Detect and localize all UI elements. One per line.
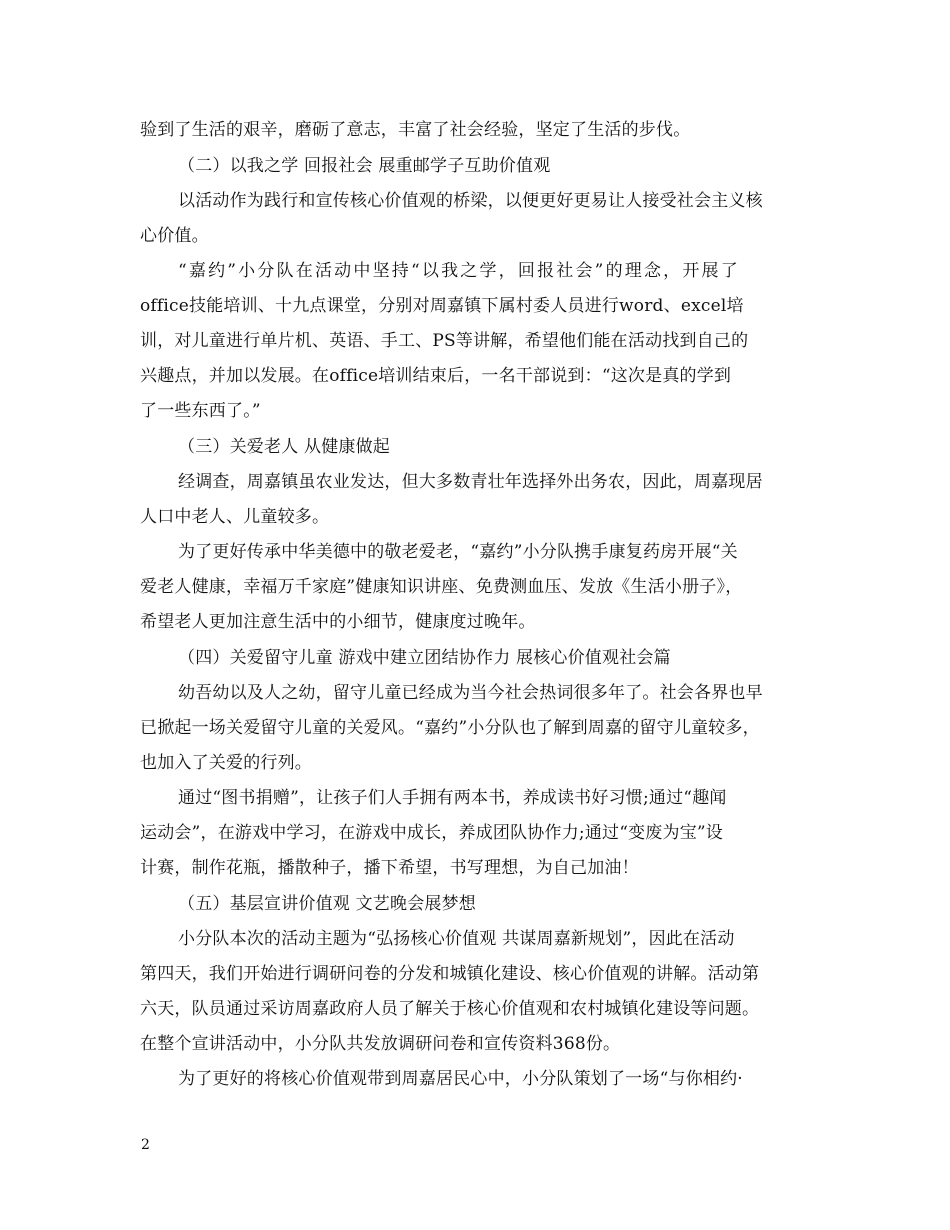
body-line: 验到了生活的艰辛，磨砺了意志，丰富了社会经验，坚定了生活的步伐。	[140, 120, 691, 140]
section-heading: （二）以我之学 回报社会 展重邮学子互助价值观	[178, 156, 551, 176]
body-line: 心价值。	[140, 226, 209, 246]
body-line: 在整个宣讲活动中，小分队共发放调研问卷和宣传资料368份。	[140, 1034, 621, 1054]
paragraph-first-line: 以活动作为践行和宣传核心价值观的桥梁，以便更好更易让人接受社会主义核	[178, 191, 763, 211]
body-line: 第四天，我们开始进行调研问卷的分发和城镇化建设、核心价值观的讲解。活动第	[140, 964, 760, 984]
section-heading: （五）基层宣讲价值观 文艺晚会展梦想	[178, 894, 477, 914]
paragraph-first-line: 为了更好的将核心价值观带到周嘉居民心中，小分队策划了一场“与你相约·	[178, 1069, 743, 1089]
body-line: office技能培训、十九点课堂，分别对周嘉镇下属村委人员进行word、excel培	[140, 296, 744, 316]
page-number: 2	[141, 1137, 150, 1153]
paragraph-first-line: 为了更好传承中华美德中的敬老爱老，“嘉约”小分队携手康复药房开展“关	[178, 542, 738, 562]
body-line: 爱老人健康，幸福万千家庭”健康知识讲座、免费测血压、发放《生活小册子》，	[140, 577, 743, 597]
body-line: 希望老人更加注意生活中的小细节，健康度过晚年。	[140, 612, 536, 632]
paragraph-first-line: 经调查，周嘉镇虽农业发达，但大多数青壮年选择外出务农，因此，周嘉现居	[178, 472, 763, 492]
paragraph-first-line: 幼吾幼以及人之幼，留守儿童已经成为当今社会热词很多年了。社会各界也早	[178, 683, 763, 703]
body-line: 也加入了关爱的行列。	[140, 753, 312, 773]
body-line: 六天，队员通过采访周嘉政府人员了解关于核心价值观和农村城镇化建设等问题。	[140, 999, 760, 1019]
body-line: 已掀起一场关爱留守儿童的关爱风。“嘉约”小分队也了解到周嘉的留守儿童较多，	[140, 718, 760, 738]
body-line: 运动会”，在游戏中学习，在游戏中成长，养成团队协作力;通过“变废为宝”设	[140, 823, 723, 843]
body-line: 兴趣点，并加以发展。在office培训结束后，一名干部说到：“这次是真的学到	[140, 366, 732, 386]
section-heading: （四）关爱留守儿童 游戏中建立团结协作力 展核心价值观社会篇	[178, 648, 671, 668]
section-heading: （三）关爱老人 从健康做起	[178, 437, 391, 457]
body-line: 训，对儿童进行单片机、英语、手工、PS等讲解，希望他们能在活动找到自己的	[140, 331, 749, 351]
paragraph-first-line: 通过“图书捐赠”，让孩子们人手拥有两本书，养成读书好习惯;通过“趣闻	[178, 788, 727, 808]
paragraph-first-line: “嘉约”小分队在活动中坚持“以我之学，回报社会”的理念，开展了	[178, 261, 740, 281]
paragraph-first-line: 小分队本次的活动主题为“弘扬核心价值观 共谋周嘉新规划”，因此在活动	[178, 929, 735, 949]
body-line: 人口中老人、儿童较多。	[140, 507, 330, 527]
body-line: 了一些东西了。”	[140, 401, 261, 421]
body-line: 计赛，制作花瓶，播散种子，播下希望，书写理想，为自己加油！	[140, 858, 639, 878]
